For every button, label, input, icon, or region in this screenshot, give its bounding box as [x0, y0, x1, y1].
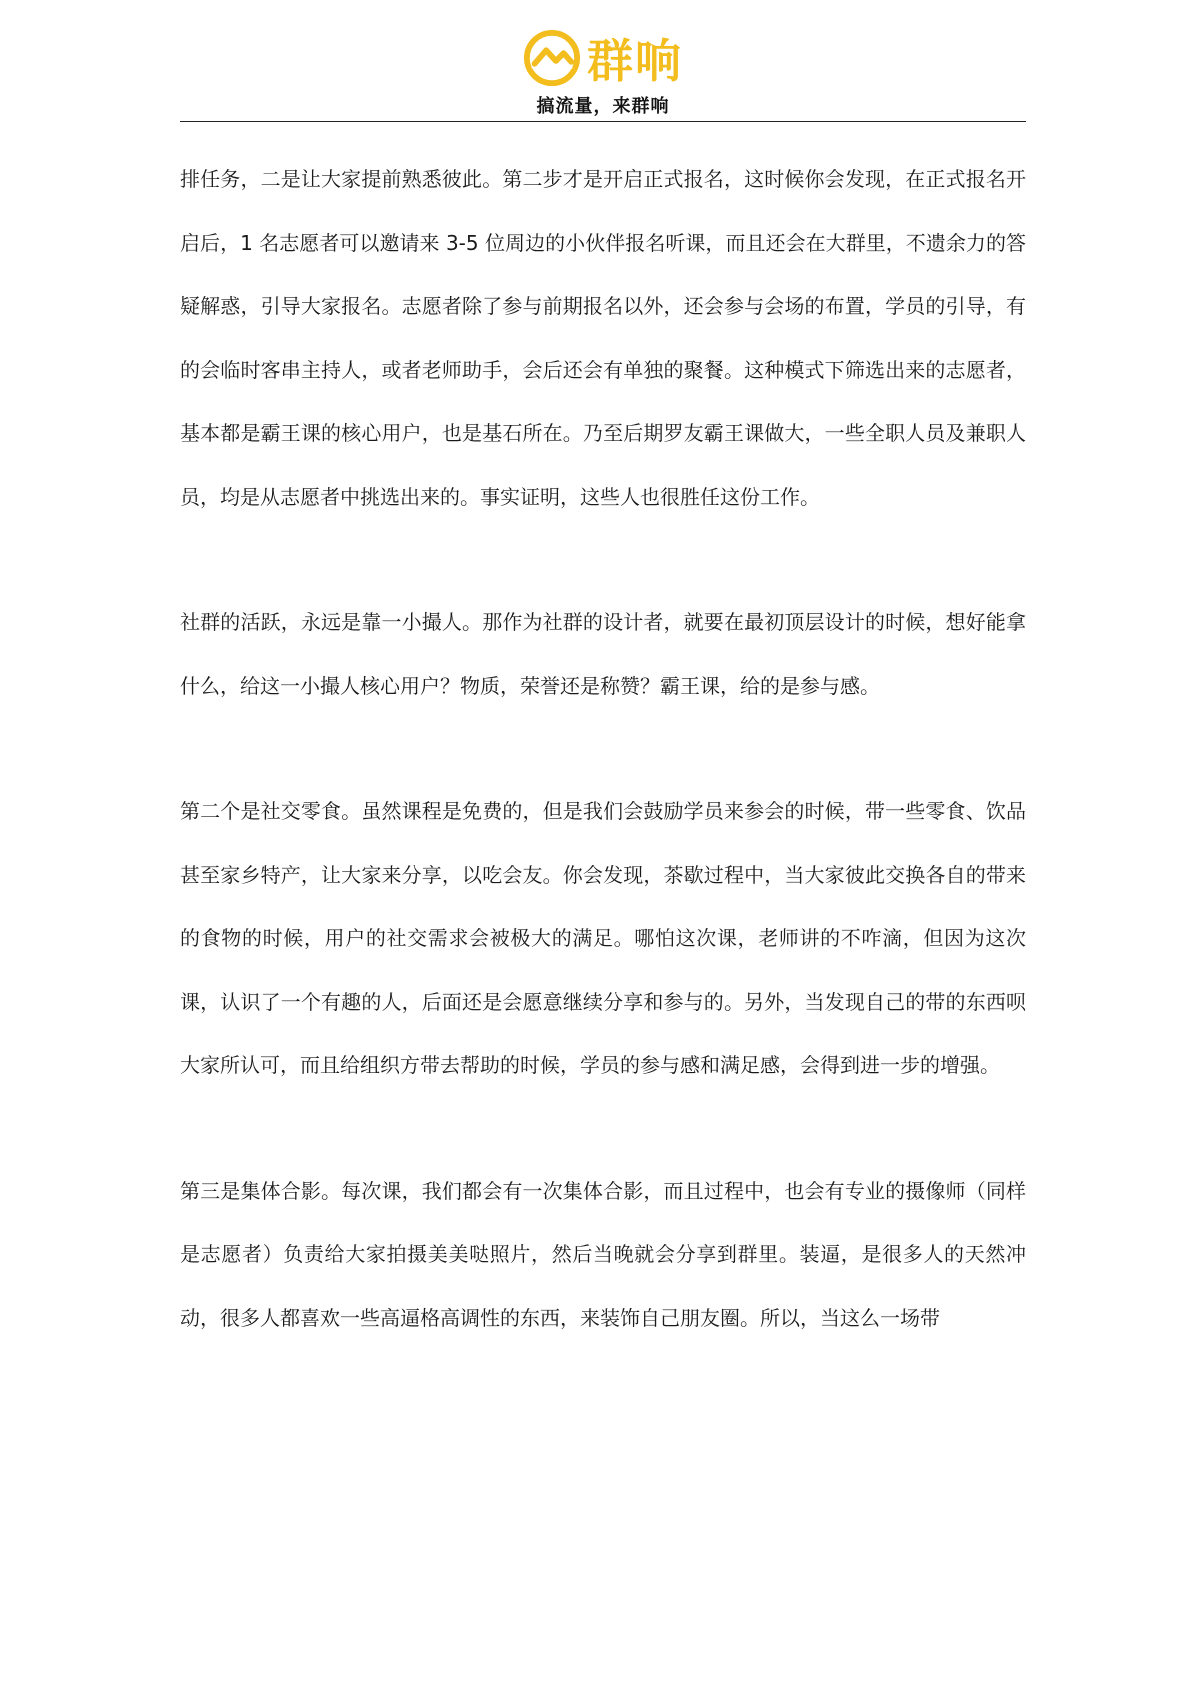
- page-header: [180, 22, 1026, 122]
- paragraph-social-snacks: 第二个是社交零食。虽然课程是免费的，但是我们会鼓励学员来参会的时候，带一些零食、饮品甚至家乡特产，让大家来分享，以吃会友。你会发现，茶歇过程中，当大家彼此交换各自的带来的食物的时候，用户的社交需求会被极大的满足。哪怕这次课，老师讲的不咋滴，但因为这次课，认识了一个有趣的人，后面还是会愿意继续分享和参与的。另外，当发现自己的带的东西呗大家所认可，而且给组织方带去帮助的时候，学员的参与感和满足感，会得到进一步的增强。: [180, 799, 1026, 1077]
- mountain-circle-icon: [523, 29, 581, 87]
- paragraph-core-users: 社群的活跃，永远是靠一小撮人。那作为社群的设计者，就要在最初顶层设计的时候，想好能拿什么，给这一小撮人核心用户？物质，荣誉还是称赞？霸王课，给的是参与感。: [180, 610, 1026, 698]
- brand-name: 群响: [587, 34, 683, 88]
- slogan: 搞流量，来群响: [536, 96, 670, 117]
- paragraph-group-photo: 第三是集体合影。每次课，我们都会有一次集体合影，而且过程中，也会有专业的摄像师（同样是志愿者）负责给大家拍摄美美哒照片，然后当晚就会分享到群里。装逼，是很多人的天然冲动，很多人都喜欢一些高逼格高调性的东西，来装饰自己朋友圈。所以，当这么一场带: [180, 1178, 1026, 1330]
- logo: [180, 26, 1026, 90]
- paragraph-volunteers: 排任务，二是让大家提前熟悉彼此。第二步才是开启正式报名，这时候你会发现，在正式报名开启后，1 名志愿者可以邀请来 3-5 位周边的小伙伴报名听课，而且还会在大群里，不遗余力的答疑解惑，引导大家报名。志愿者除了参与前期报名以外，还会参与会场的布置，学员的引导，有的会临时客串主持人，或者老师助手，会后还会有单独的聚餐。这种模式下筛选出来的志愿者，基本都是霸王课的核心用户，也是基石所在。乃至后期罗友霸王课做大，一些全职人员及兼职人员，均是从志愿者中挑选出来的。事实证明，这些人也很胜任这份工作。: [180, 167, 1026, 509]
- article-body: [180, 148, 1026, 1350]
